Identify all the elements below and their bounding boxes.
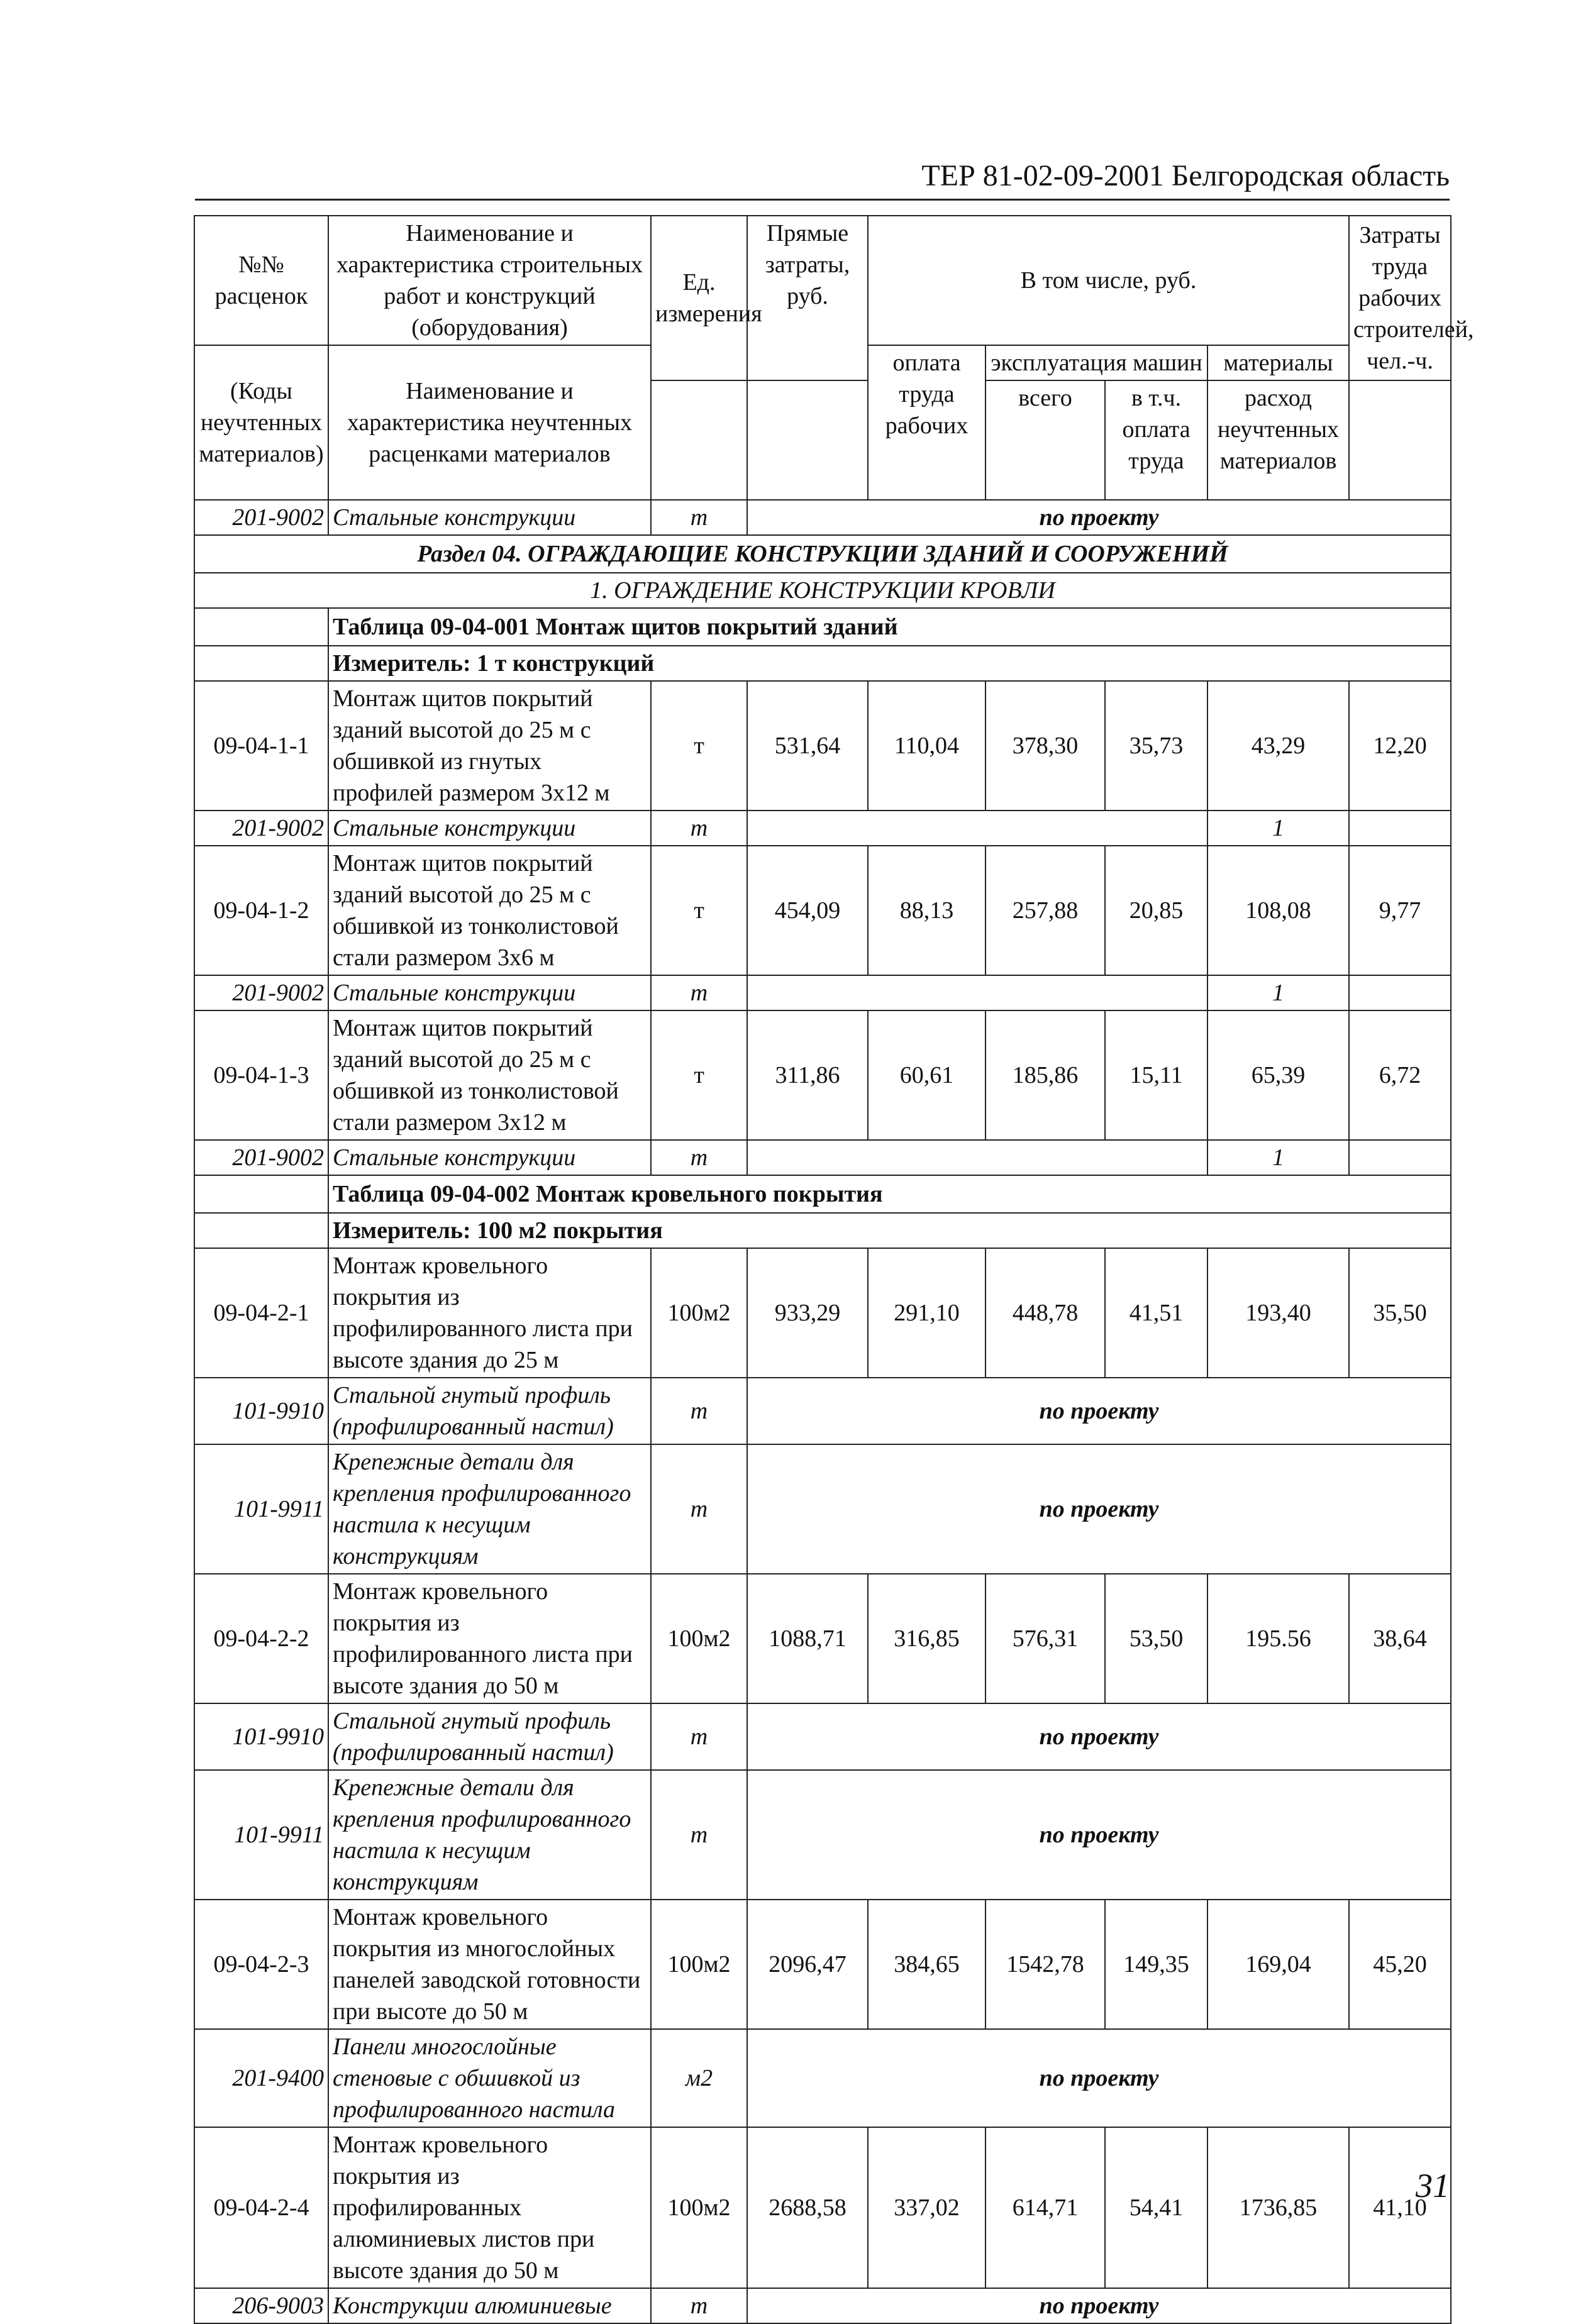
rate-row [194,1574,1451,1703]
rate-code: 09-04-1-1 [194,681,328,811]
rate-code: 09-04-1-2 [194,846,328,975]
empty-cell [194,1175,328,1213]
rate-wages: 337,02 [868,2127,985,2288]
resource-code: 206-9003 [194,2288,328,2323]
empty-cell [194,608,328,646]
rate-machines: 257,88 [985,846,1105,975]
resource-code: 201-9002 [194,500,328,535]
empty-cell [747,811,1207,846]
resource-name: Стальные конструкции [328,500,651,535]
rate-code: 09-04-2-2 [194,1574,328,1703]
table-title-row [194,1175,1451,1213]
rate-wages: 291,10 [868,1248,985,1378]
rate-direct: 933,29 [747,1248,868,1378]
top-resource-row [194,500,1451,535]
resource-name: Стальной гнутый профиль (профилированный настил) [328,1378,651,1444]
rate-wages: 316,85 [868,1574,985,1703]
resource-unit: т [651,1378,747,1444]
rate-direct: 1088,71 [747,1574,868,1703]
resource-name: Стальные конструкции [328,811,651,846]
meter-row [194,1213,1451,1248]
rate-code: 09-04-1-3 [194,1010,328,1140]
section-title: Раздел 04. ОГРАЖДАЮЩИЕ КОНСТРУКЦИИ ЗДАНИЙ И СООРУЖЕНИЙ [194,535,1451,573]
resource-qty: по проекту [747,500,1451,535]
header-num: №№ расценок [194,216,328,345]
rate-wages: 88,13 [868,846,985,975]
rate-name: Монтаж кровельного покрытия из профилированных алюминиевых листов при высоте здания до 50 м [328,2127,651,2288]
rate-code: 09-04-2-1 [194,1248,328,1378]
rate-direct: 311,86 [747,1010,868,1140]
header-including: В том числе, руб. [868,216,1349,345]
rate-machines: 378,30 [985,681,1105,811]
header-incl-wages: в т.ч. оплата труда [1105,380,1207,500]
resource-unit: т [651,1770,747,1900]
rate-direct: 454,09 [747,846,868,975]
table-body [194,216,1474,2323]
resource-unit: т [651,1444,747,1574]
header-materials: материалы [1207,345,1349,380]
document-header: ТЕР 81-02-09-2001 Белгородская область [921,159,1450,192]
meter-label: Измеритель: 1 т конструкций [328,646,1451,681]
header-row-1 [194,216,1451,345]
header-direct: Прямые затраты, руб. [747,216,868,380]
rate-name: Монтаж щитов покрытий зданий высотой до 25 м с обшивкой из гнутых профилей размером 3х12 м [328,681,651,811]
resource-code: 101-9910 [194,1378,328,1444]
header-unit-cont [651,380,747,500]
resource-qty: 1 [1207,1140,1349,1175]
resource-name: Крепежные детали для крепления профилированного настила к несущим конструкциям [328,1770,651,1900]
resource-code: 101-9911 [194,1770,328,1900]
resource-row [194,975,1451,1010]
resource-row [194,811,1451,846]
header-rule [195,199,1450,201]
resource-qty: по проекту [747,2288,1451,2323]
rate-incl: 53,50 [1105,1574,1207,1703]
rate-direct: 531,64 [747,681,868,811]
rate-wages: 384,65 [868,1900,985,2029]
rate-incl: 54,41 [1105,2127,1207,2288]
rate-incl: 35,73 [1105,681,1207,811]
resource-name: Панели многослойные стеновые с обшивкой из профилированного настила [328,2029,651,2127]
resource-code: 101-9911 [194,1444,328,1574]
header-labor: Затраты труда рабочих строителей, чел.-ч. [1349,216,1451,380]
rate-labor: 45,20 [1349,1900,1451,2029]
rate-direct: 2688,58 [747,2127,868,2288]
rate-name: Монтаж кровельного покрытия из профилированного листа при высоте здания до 25 м [328,1248,651,1378]
rate-row [194,846,1451,975]
rate-labor: 41,10 [1349,2127,1451,2288]
rate-name: Монтаж кровельного покрытия из профилированного листа при высоте здания до 50 м [328,1574,651,1703]
rate-incl: 15,11 [1105,1010,1207,1140]
rate-row [194,681,1451,811]
rate-row [194,2127,1451,2288]
rate-incl: 41,51 [1105,1248,1207,1378]
rate-wages: 110,04 [868,681,985,811]
header-name-materials: Наименование и характеристика неучтенных расценками материалов [328,345,651,500]
meter-label: Измеритель: 100 м2 покрытия [328,1213,1451,1248]
rate-machines: 576,31 [985,1574,1105,1703]
rate-labor: 35,50 [1349,1248,1451,1378]
rate-unit: 100м2 [651,1900,747,2029]
resource-row [194,2029,1451,2127]
empty-cell [194,1213,328,1248]
resource-name: Стальные конструкции [328,1140,651,1175]
rate-materials: 43,29 [1207,681,1349,811]
empty-cell [747,1140,1207,1175]
rate-materials: 65,39 [1207,1010,1349,1140]
rate-materials: 108,08 [1207,846,1349,975]
resource-qty: по проекту [747,2029,1451,2127]
rate-code: 09-04-2-4 [194,2127,328,2288]
resource-name: Крепежные детали для крепления профилированного настила к несущим конструкциям [328,1444,651,1574]
resource-code: 101-9910 [194,1703,328,1770]
empty-cell [194,646,328,681]
empty-cell [1349,1140,1451,1175]
rate-materials: 195.56 [1207,1574,1349,1703]
empty-cell [1349,811,1451,846]
rate-row [194,1900,1451,2029]
rate-wages: 60,61 [868,1010,985,1140]
header-codes: (Коды неучтенных материалов) [194,345,328,500]
resource-row [194,1140,1451,1175]
rate-direct: 2096,47 [747,1900,868,2029]
resource-unit: т [651,1703,747,1770]
resource-unit: т [651,2288,747,2323]
rate-labor: 38,64 [1349,1574,1451,1703]
rate-materials: 169,04 [1207,1900,1349,2029]
resource-unit: т [651,500,747,535]
resource-row [194,2288,1451,2323]
rate-labor: 6,72 [1349,1010,1451,1140]
resource-unit: т [651,811,747,846]
rate-labor: 12,20 [1349,681,1451,811]
rates-table [194,215,1474,2324]
meter-row [194,646,1451,681]
resource-qty: по проекту [747,1378,1451,1444]
resource-qty: по проекту [747,1703,1451,1770]
table-title-row [194,608,1451,646]
resource-code: 201-9002 [194,811,328,846]
table-title: Таблица 09-04-001 Монтаж щитов покрытий зданий [328,608,1451,646]
resource-row [194,1378,1451,1444]
header-labor-cont [1349,380,1451,500]
header-unaccounted: расход неучтенных материалов [1207,380,1349,500]
rate-incl: 20,85 [1105,846,1207,975]
resource-code: 201-9400 [194,2029,328,2127]
resource-qty: 1 [1207,975,1349,1010]
header-total: всего [985,380,1105,500]
resource-name: Стальной гнутый профиль (профилированный настил) [328,1703,651,1770]
resource-unit: т [651,1140,747,1175]
resource-unit: т [651,975,747,1010]
resource-code: 201-9002 [194,1140,328,1175]
header-machines: эксплуатация машин [985,345,1207,380]
header-wages: оплата труда рабочих [868,345,985,500]
rate-unit: 100м2 [651,1248,747,1378]
rate-incl: 149,35 [1105,1900,1207,2029]
rate-labor: 9,77 [1349,846,1451,975]
resource-row [194,1444,1451,1574]
resource-qty: по проекту [747,1444,1451,1574]
rate-unit: т [651,1010,747,1140]
rate-row [194,1010,1451,1140]
rate-name: Монтаж кровельного покрытия из многослойных панелей заводской готовности при высоте до 50 м [328,1900,651,2029]
rate-unit: 100м2 [651,1574,747,1703]
empty-cell [747,975,1207,1010]
resource-name: Стальные конструкции [328,975,651,1010]
header-name: Наименование и характеристика строительных работ и конструкций (оборудования) [328,216,651,345]
resource-row [194,1770,1451,1900]
rate-name: Монтаж щитов покрытий зданий высотой до 25 м с обшивкой из тонколистовой стали размером 3х6 м [328,846,651,975]
rate-machines: 1542,78 [985,1900,1105,2029]
rate-name: Монтаж щитов покрытий зданий высотой до 25 м с обшивкой из тонколистовой стали размером 3х12 м [328,1010,651,1140]
page-number: 31 [1416,2167,1450,2205]
rate-machines: 614,71 [985,2127,1105,2288]
table-title: Таблица 09-04-002 Монтаж кровельного покрытия [328,1175,1451,1213]
rate-unit: т [651,681,747,811]
resource-qty: по проекту [747,1770,1451,1900]
subsection-title: 1. ОГРАЖДЕНИЕ КОНСТРУКЦИИ КРОВЛИ [194,573,1451,608]
resource-unit: м2 [651,2029,747,2127]
rate-row [194,1248,1451,1378]
rate-unit: 100м2 [651,2127,747,2288]
rate-machines: 448,78 [985,1248,1105,1378]
rate-unit: т [651,846,747,975]
rate-code: 09-04-2-3 [194,1900,328,2029]
header-direct-cont [747,380,868,500]
resource-row [194,1703,1451,1770]
resource-name: Конструкции алюминиевые [328,2288,651,2323]
rate-machines: 185,86 [985,1010,1105,1140]
resource-qty: 1 [1207,811,1349,846]
subsection-row [194,573,1451,608]
resource-code: 201-9002 [194,975,328,1010]
section-row [194,535,1451,573]
rate-materials: 193,40 [1207,1248,1349,1378]
empty-cell [1349,975,1451,1010]
rate-materials: 1736,85 [1207,2127,1349,2288]
header-unit: Ед. измерения [651,216,747,380]
